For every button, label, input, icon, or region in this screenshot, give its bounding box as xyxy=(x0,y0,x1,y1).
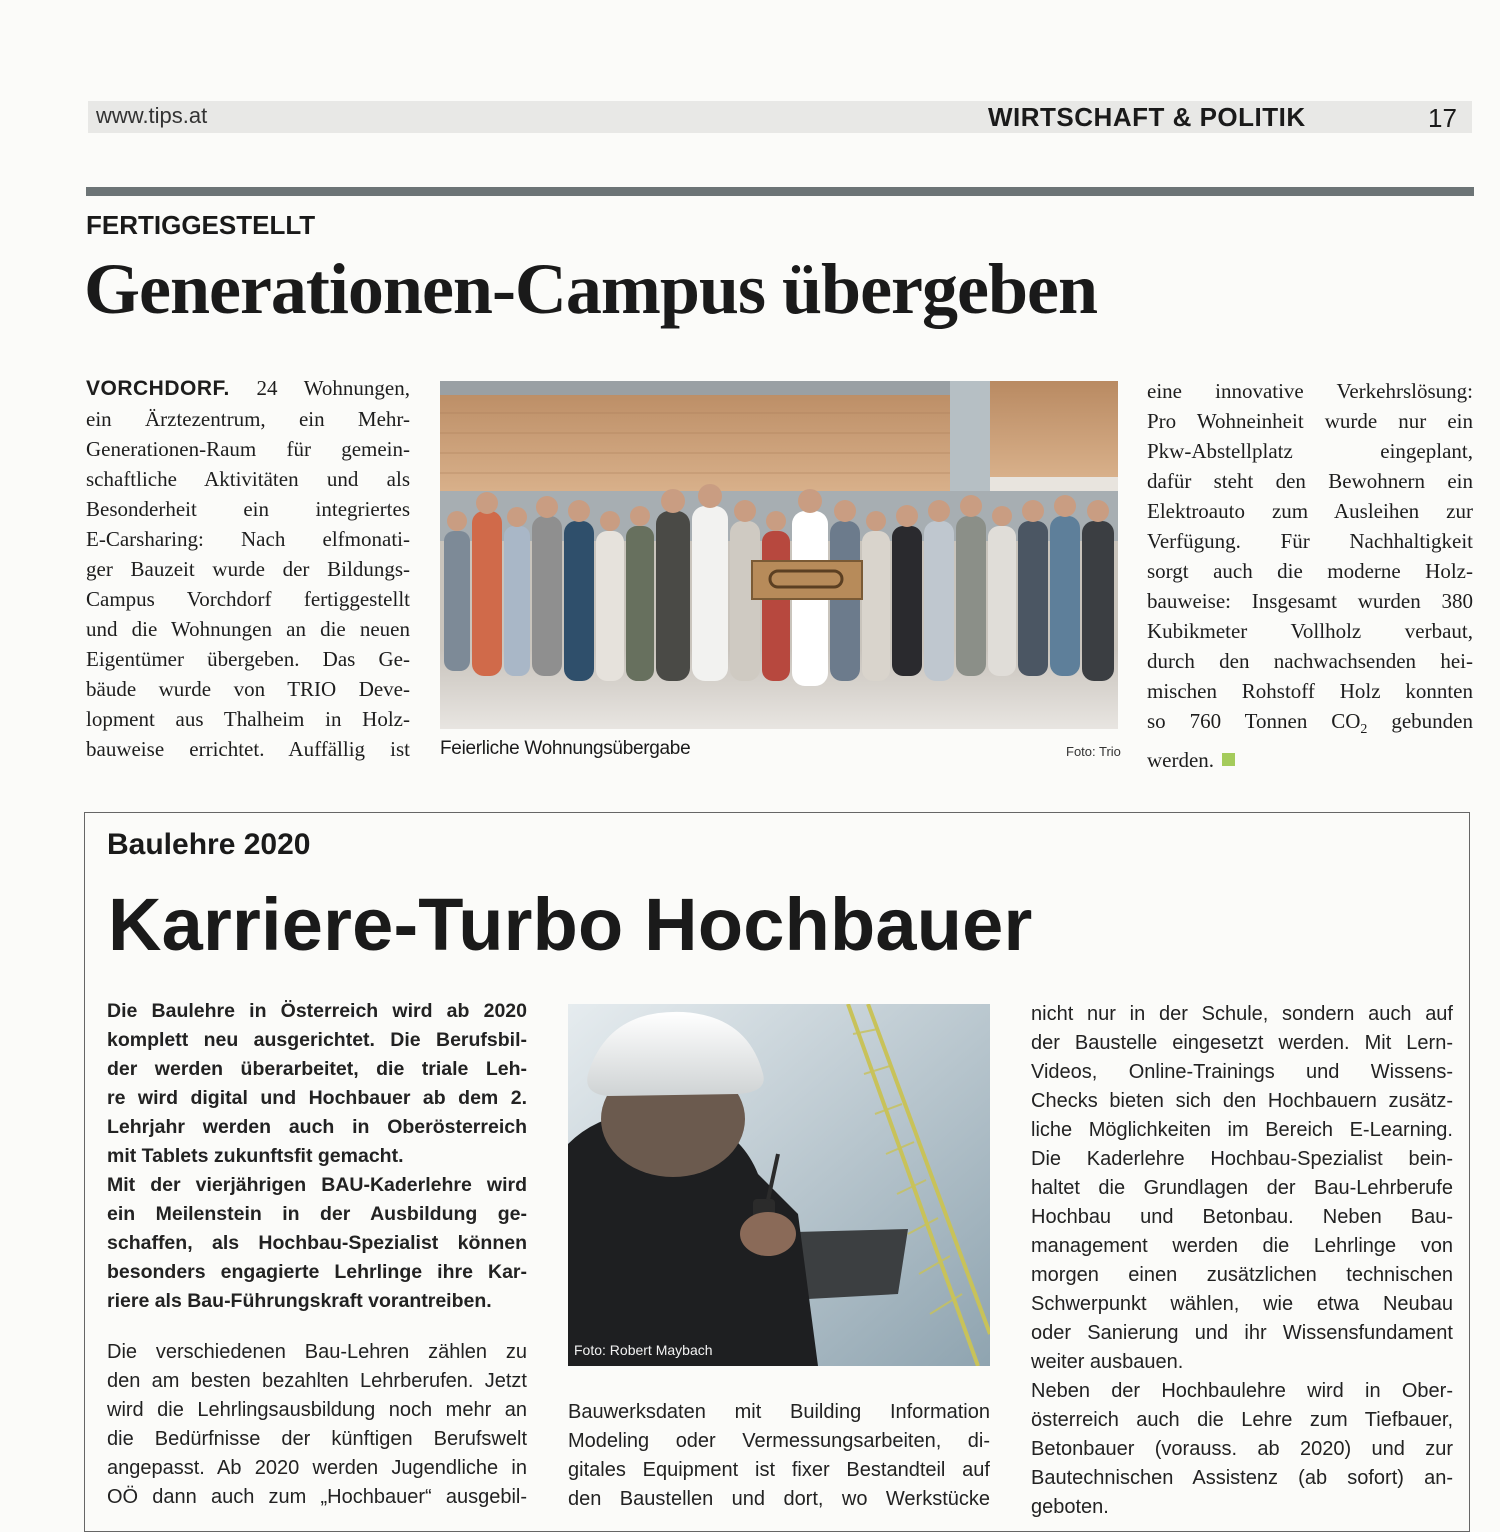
text-line: österreich auch die Lehre zum Tiefbauer, xyxy=(1031,1409,1453,1431)
group-photo-illustration xyxy=(440,381,1118,729)
text-line: dafür steht den Bewohnern ein xyxy=(1147,469,1473,493)
text-line: Schwerpunkt wählen, wie etwa Neubau xyxy=(1031,1293,1453,1315)
text-line: ger Bauzeit wurde der Bildungs- xyxy=(86,557,410,581)
article2-headline: Karriere-Turbo Hochbauer xyxy=(108,883,1033,966)
last-line xyxy=(1147,745,1473,775)
text-line: Pkw-Abstellplatz eingeplant, xyxy=(1147,439,1473,463)
text-line: Modeling oder Vermessungsarbeiten, di- xyxy=(568,1430,990,1452)
text-line: weiter ausbauen. xyxy=(1031,1351,1184,1373)
text-line: Videos, Online-Trainings und Wissens- xyxy=(1031,1061,1453,1083)
first-line-text: 24 Wohnungen, xyxy=(256,376,410,400)
article1-headline: Generationen-Campus übergeben xyxy=(84,249,1097,329)
lead-line: re wird digital und Hochbauer ab dem 2. xyxy=(107,1087,527,1109)
text-line: management werden die Lehrlinge von xyxy=(1031,1235,1453,1257)
article2-column-1 xyxy=(107,1338,527,1512)
text-line: OÖ dann auch zum „Hochbauer“ ausgebil- xyxy=(107,1486,527,1508)
co2-prefix: so 760 Tonnen CO xyxy=(1147,709,1361,733)
lead-line: komplett neu ausgerichtet. Die Berufsbil- xyxy=(107,1029,527,1051)
text-line: Eigentümer übergeben. Das Ge- xyxy=(86,647,410,671)
text-line: eine innovative Verkehrslösung: xyxy=(1147,379,1473,403)
page-number: 17 xyxy=(1428,103,1457,133)
text-line: Pro Wohneinheit wurde nur ein xyxy=(1147,409,1473,433)
text-line: sorgt auch die moderne Holz- xyxy=(1147,559,1473,583)
text-line: der Baustelle eingesetzt werden. Mit Lern- xyxy=(1031,1032,1453,1054)
worker-with-radio-illustration xyxy=(568,1004,990,1366)
text-line: Die Kaderlehre Hochbau-Spezialist bein- xyxy=(1031,1148,1453,1170)
text-line: morgen einen zusätzlichen technischen xyxy=(1031,1264,1453,1286)
site-url: www.tips.at xyxy=(96,103,208,128)
text-line: angepasst. Ab 2020 werden Jugendliche in xyxy=(107,1457,527,1479)
article1-first-line xyxy=(86,373,410,404)
text-line: Die verschiedenen Bau-Lehren zählen zu xyxy=(107,1341,527,1363)
lead-line: der werden überarbeitet, die triale Leh- xyxy=(107,1058,527,1080)
photo-credit: Foto: Robert Maybach xyxy=(574,1342,713,1358)
text-line: Neben der Hochbaulehre wird in Ober- xyxy=(1031,1380,1453,1402)
article2-kicker: Baulehre 2020 xyxy=(107,828,311,861)
text-line: Kubikmeter Vollholz verbaut, xyxy=(1147,619,1473,643)
text-line: Bautechnischen Assistenz (ab sofort) an- xyxy=(1031,1467,1453,1489)
handover-photo xyxy=(440,381,1118,729)
lead-line: schaffen, als Hochbau-Spezialist können xyxy=(107,1232,527,1254)
text-line: Campus Vorchdorf fertiggestellt xyxy=(86,587,410,611)
text-line: haltet die Grundlagen der Bau-Lehrberufe xyxy=(1031,1177,1453,1199)
text-line: Bauwerksdaten mit Building Information xyxy=(568,1401,990,1423)
text-line: den am besten bezahlten Lehrberufen. Jetzt xyxy=(107,1370,527,1392)
text-line: Betonbauer (vorauss. ab 2020) und zur xyxy=(1031,1438,1453,1460)
lead-line: riere als Bau-Führungskraft vorantreiben. xyxy=(107,1290,492,1312)
dateline: VORCHDORF. xyxy=(86,377,230,400)
text-line: Hochbau und Betonbau. Neben Bau- xyxy=(1031,1206,1453,1228)
article2-lead xyxy=(107,997,527,1316)
text-line: oder Sanierung und ihr Wissensfundament xyxy=(1031,1322,1453,1344)
text-line: Verfügung. Für Nachhaltigkeit xyxy=(1147,529,1473,553)
text-line: schaftliche Aktivitäten und als xyxy=(86,467,410,491)
lead-line: ein Meilenstein in der Ausbildung ge- xyxy=(107,1203,527,1225)
text-line: Checks bieten sich den Hochbauern zusätz- xyxy=(1031,1090,1453,1112)
lead-line: Lehrjahr werden auch in Oberösterreich xyxy=(107,1116,527,1138)
lead-line: Mit der vierjährigen BAU-Kaderlehre wird xyxy=(107,1174,527,1196)
text-line: die Bedürfnisse der künftigen Berufswelt xyxy=(107,1428,527,1450)
text-line: bäude wurde von TRIO Deve- xyxy=(86,677,410,701)
text-line: und die Wohnungen an die neuen xyxy=(86,617,410,641)
photo-credit: Foto: Trio xyxy=(1066,744,1121,759)
text-line: E-Carsharing: Nach elfmonati- xyxy=(86,527,410,551)
text-line: ein Ärztezentrum, ein Mehr- xyxy=(86,407,410,431)
text-line: durch den nachwachsenden hei- xyxy=(1147,649,1473,673)
article1-kicker: FERTIGGESTELLT xyxy=(86,210,316,240)
lead-line: Die Baulehre in Österreich wird ab 2020 xyxy=(107,1000,527,1022)
text-line: Besonderheit ein integriertes xyxy=(86,497,410,521)
text-line: Elektroauto zum Ausleihen zur xyxy=(1147,499,1473,523)
co2-line xyxy=(1147,706,1473,745)
text-line: den Baustellen und dort, wo Werkstücke xyxy=(568,1488,990,1510)
text-line: mischen Rohstoff Holz konnten xyxy=(1147,679,1473,703)
article1-column-3 xyxy=(1147,376,1473,775)
text-line: gitales Equipment ist fixer Bestandteil auf xyxy=(568,1459,990,1481)
section-rule xyxy=(86,187,1474,196)
text-line: liche Möglichkeiten im Bereich E-Learning. xyxy=(1031,1119,1453,1141)
end-square-icon xyxy=(1222,753,1235,766)
construction-worker-photo xyxy=(568,1004,990,1366)
text-line: geboten. xyxy=(1031,1496,1109,1518)
text-line: bauweise: Insgesamt wurden 380 xyxy=(1147,589,1473,613)
text-line: wird die Lehrlingsausbildung noch mehr an xyxy=(107,1399,527,1421)
article2-column-2 xyxy=(568,1398,990,1514)
co2-suffix: gebunden xyxy=(1367,709,1473,733)
text-line: lopment aus Thalheim in Holz- xyxy=(86,707,410,731)
article2-column-3 xyxy=(1031,1000,1453,1522)
photo-caption: Feierliche Wohnungsübergabe xyxy=(440,738,691,759)
lead-line: mit Tablets zukunftsfit gemacht. xyxy=(107,1145,404,1167)
text-line: bauweise errichtet. Auffällig ist xyxy=(86,737,410,761)
last-line-text: werden. xyxy=(1147,748,1215,773)
article1-column-1 xyxy=(86,373,410,764)
text-line: Generationen-Raum für gemein- xyxy=(86,437,410,461)
lead-line: besonders engagierte Lehrlinge ihre Kar- xyxy=(107,1261,527,1283)
co2-subscript: 2 xyxy=(1360,722,1368,738)
section-name: WIRTSCHAFT & POLITIK xyxy=(988,102,1306,132)
text-line: nicht nur in der Schule, sondern auch auf xyxy=(1031,1003,1453,1025)
